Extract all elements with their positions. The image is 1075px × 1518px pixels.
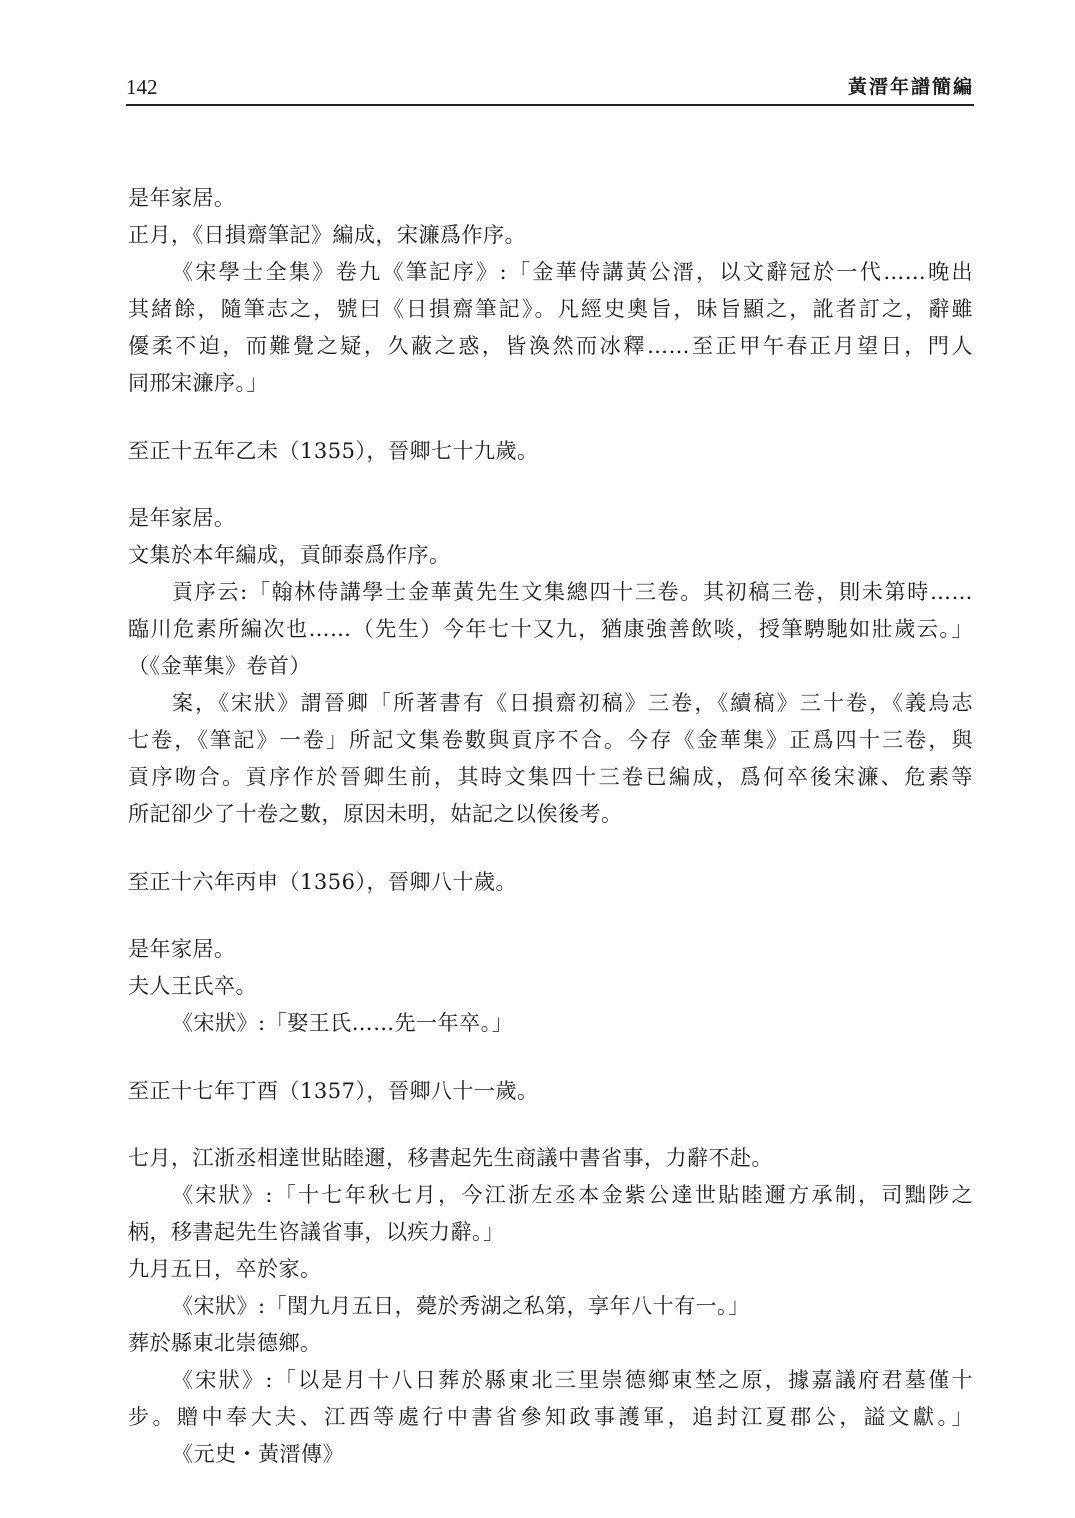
quote-line: 優柔不迫，而難覺之疑，久蔽之惑，皆渙然而冰釋……至正甲午春正月望日，門人 [128, 334, 973, 358]
quote-line: 《宋狀》:「娶王氏……先一年卒。」 [172, 1011, 514, 1035]
body-text [128, 180, 973, 1473]
year-heading: 至正十五年乙未（1355），晉卿七十九歲。 [128, 439, 539, 463]
note-line: 貢序吻合。貢序作於晉卿生前，其時文集四十三卷已編成，爲何卒後宋濂、危素等 [128, 765, 973, 789]
quote-line: 《宋狀》:「十七年秋七月，今江浙左丞本金紫公達世貼睦邇方承制，司黜陟之 [172, 1183, 973, 1207]
text-line: 七月，江浙丞相達世貼睦邇，移書起先生商議中書省事，力辭不赴。 [128, 1146, 773, 1170]
year-heading: 至正十七年丁酉（1357），晉卿八十一歲。 [128, 1079, 539, 1103]
text-line: 是年家居。 [128, 186, 236, 210]
note-line: 案，《宋狀》謂晉卿「所著書有《日損齋初稿》三卷，《續稿》三十卷，《義烏志 [172, 691, 973, 715]
page-header [126, 74, 974, 104]
header-rule [126, 104, 974, 106]
text-line: 葬於縣東北崇德鄉。 [128, 1331, 322, 1355]
text-line: 是年家居。 [128, 937, 236, 961]
note-line: 所記卻少了十卷之數，原因未明，姑記之以俟後考。 [128, 802, 623, 826]
quote-line: 貢序云:「翰林侍講學士金華黃先生文集總四十三卷。其初稿三卷，則未第時…… [172, 580, 973, 604]
text-line: 正月，《日損齋筆記》編成，宋濂爲作序。 [128, 223, 526, 247]
text-line: 九月五日，卒於家。 [128, 1257, 322, 1281]
quote-line: （《金華集》卷首） [128, 654, 311, 678]
quote-line: 柄，移書起先生咨議省事，以疾力辭。」 [128, 1220, 505, 1244]
text-line: 夫人王氏卒。 [128, 974, 257, 998]
quote-line: 《宋學士全集》卷九《筆記序》:「金華侍講黃公溍，以文辭冠於一代……晚出 [172, 260, 973, 284]
text-line: 文集於本年編成，貢師泰爲作序。 [128, 543, 451, 567]
quote-line: 《元史・黃溍傳》 [172, 1442, 344, 1466]
quote-line: 同邢宋濂序。」 [128, 371, 268, 395]
text-line: 是年家居。 [128, 506, 236, 530]
quote-line: 《宋狀》:「以是月十八日葬於縣東北三里崇德鄉東埜之原，據嘉議府君墓僅十 [172, 1368, 973, 1392]
page-number: 142 [126, 75, 158, 99]
note-line: 七卷，《筆記》一卷」所記文集卷數與貢序不合。今存《金華集》正爲四十三卷，與 [128, 728, 973, 752]
year-heading: 至正十六年丙申（1356），晉卿八十歲。 [128, 870, 517, 894]
quote-line: 《宋狀》:「閏九月五日，薨於秀湖之私第，享年八十有一。」 [172, 1294, 750, 1318]
quote-line: 步。贈中奉大夫、江西等處行中書省參知政事護軍，追封江夏郡公，謚文獻。」 [128, 1405, 973, 1429]
running-title: 黃溍年譜簡編 [847, 76, 974, 98]
quote-line: 其緒餘，隨筆志之，號曰《日損齋筆記》。凡經史奧旨，昧旨顯之，訛者訂之，辭雖 [128, 297, 973, 321]
quote-line: 臨川危素所編次也……（先生）今年七十又九，猶康強善飲啖，授筆騁馳如壯歲云。」 [128, 617, 973, 641]
